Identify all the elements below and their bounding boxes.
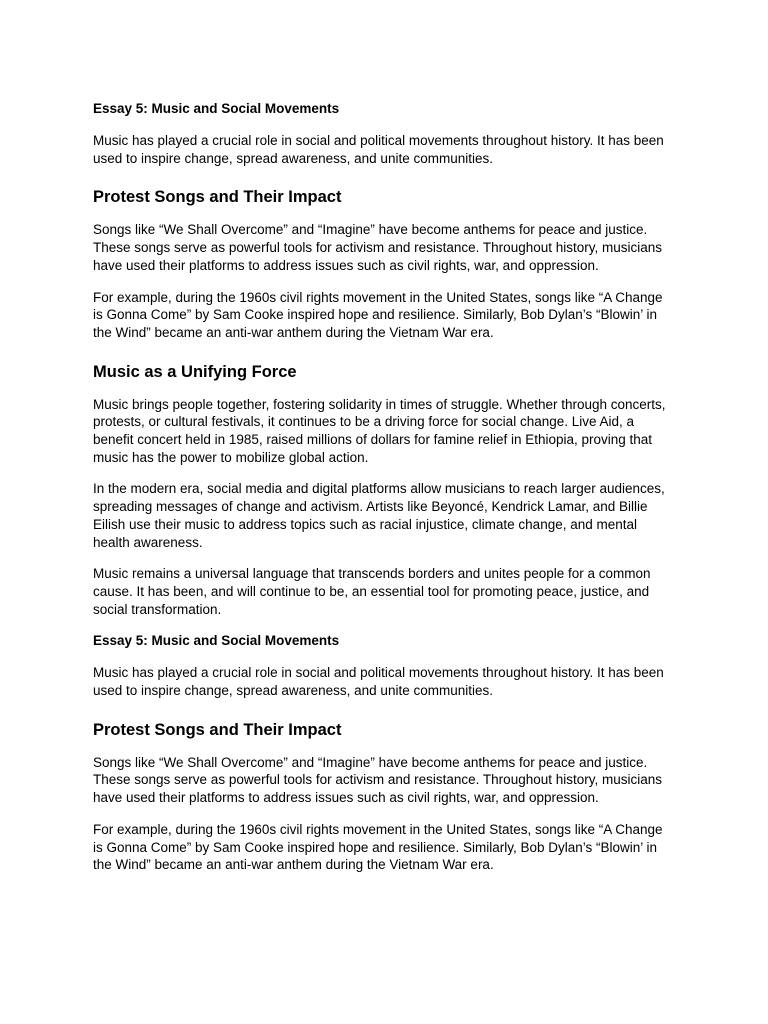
paragraph: Music remains a universal language that transcends borders and unites people for a common cause. It has been, and will continue to be, an essential tool for promoting peace, justice, and social transformation. [93, 566, 651, 617]
paragraph: Songs like “We Shall Overcome” and “Imagine” have become anthems for peace and justice. These songs serve as powerful tools for activism and resistance. Throughout history, musicians have used their platforms to address issues such as civil rights, war, and oppression. [93, 222, 663, 273]
paragraph: Songs like “We Shall Overcome” and “Imagine” have become anthems for peace and justice. These songs serve as powerful tools for activism and resistance. Throughout history, musicians have used their platforms to address issues such as civil rights, war, and oppression. [93, 754, 663, 806]
essay-title: Essay 5: Music and Social Movements [93, 101, 340, 116]
essay-block-1 [93, 100, 676, 618]
section-heading-protest-songs: Protest Songs and Their Impact [93, 188, 342, 207]
essay-block-2 [93, 632, 676, 874]
section-heading-protest-songs: Protest Songs and Their Impact [93, 720, 342, 739]
paragraph: Music brings people together, fostering solidarity in times of struggle. Whether through concerts, protests, or cultural festivals, it continues to be a driving force for social change. Live Aid, a benefit concert held in 1985, raised millions of dollars for famine relief in Ethiopia, proving that music has the power to mobilize global action. [93, 396, 666, 465]
intro-paragraph: Music has played a crucial role in social and political movements throughout history. It has been used to inspire change, spread awareness, and unite communities. [93, 665, 664, 699]
section-heading-unifying-force: Music as a Unifying Force [93, 362, 297, 381]
paragraph: For example, during the 1960s civil rights movement in the United States, songs like “A Change is Gonna Come” by Sam Cooke inspired hope and resilience. Similarly, Bob Dylan’s “Blowin’ in the Wind” became an anti-war anthem during the Vietnam War era. [93, 289, 663, 340]
essay-title: Essay 5: Music and Social Movements [93, 633, 340, 649]
paragraph: In the modern era, social media and digital platforms allow musicians to reach larger audiences, spreading messages of change and activism. Artists like Beyoncé, Kendrick Lamar, and Billie Eilish use their music to address topics such as racial injustice, climate change, and mental health awareness. [93, 481, 665, 550]
intro-paragraph: Music has played a crucial role in social and political movements throughout history. It has been used to inspire change, spread awareness, and unite communities. [93, 133, 664, 166]
paragraph: For example, during the 1960s civil rights movement in the United States, songs like “A Change is Gonna Come” by Sam Cooke inspired hope and resilience. Similarly, Bob Dylan’s “Blowin’ in the Wind” became an anti-war anthem during the Vietnam War era. [93, 821, 663, 873]
